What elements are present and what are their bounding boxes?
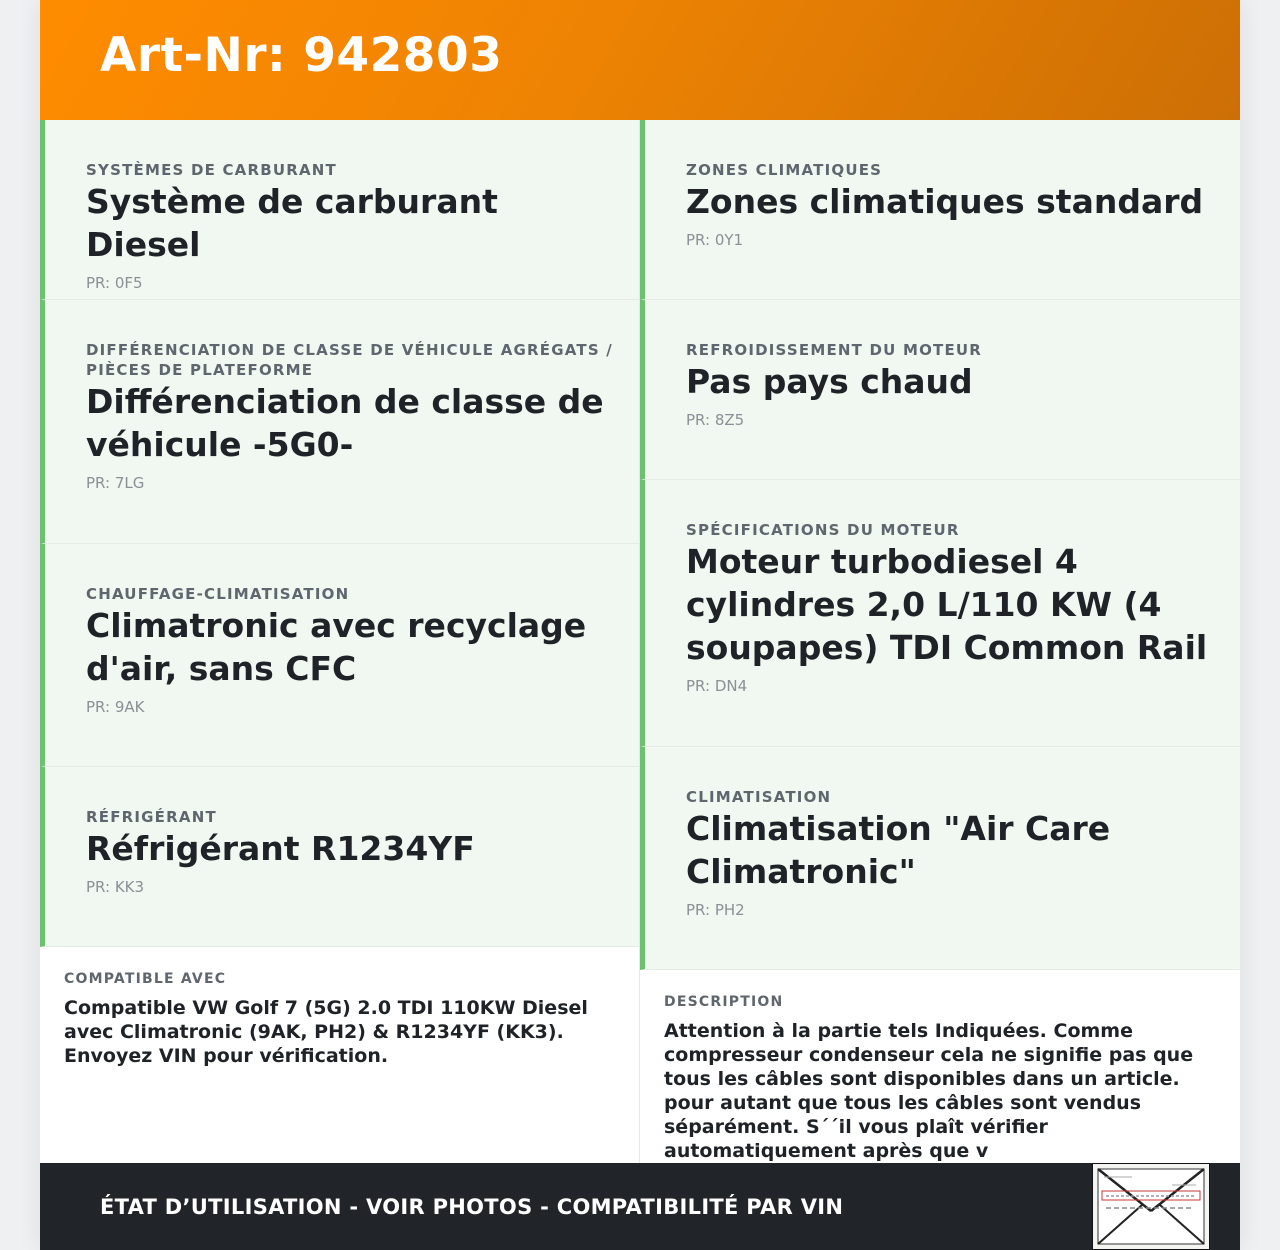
description-label: DESCRIPTION — [664, 994, 784, 1010]
article-number-title: Art-Nr: 942803 — [100, 27, 503, 83]
feature-card — [40, 120, 639, 300]
feature-category: SYSTÈMES DE CARBURANT — [86, 161, 337, 179]
feature-card — [40, 767, 639, 947]
feature-pr-code: PR: 7LG — [86, 474, 145, 492]
left-column — [40, 120, 640, 1163]
columns — [40, 120, 1240, 1163]
description-section — [640, 970, 1240, 1163]
feature-pr-code: PR: KK3 — [86, 878, 145, 896]
feature-title: Différenciation de classe de véhicule -5G0- — [86, 382, 604, 464]
footer-text: ÉTAT D’UTILISATION - VOIR PHOTOS - COMPATIBILITÉ PAR VIN — [100, 1194, 844, 1219]
feature-category: SPÉCIFICATIONS DU MOTEUR — [686, 521, 960, 539]
feature-category: REFROIDISSEMENT DU MOTEUR — [686, 341, 983, 359]
feature-title: Zones climatiques standard — [686, 182, 1204, 221]
feature-category: CHAUFFAGE-CLIMATISATION — [86, 585, 350, 603]
feature-category: CLIMATISATION — [686, 788, 832, 806]
compatible-section — [40, 947, 639, 1163]
feature-category: RÉFRIGÉRANT — [86, 808, 217, 826]
feature-title: Moteur turbodiesel 4 cylindres 2,0 L/110 KW (4 soupapes) TDI Common Rail — [686, 542, 1208, 667]
feature-card — [640, 480, 1240, 747]
feature-card — [40, 300, 639, 544]
header-banner — [40, 0, 1240, 120]
feature-category: ZONES CLIMATIQUES — [686, 161, 883, 179]
feature-category: DIFFÉRENCIATION DE CLASSE DE VÉHICULE AGRÉGATS / PIÈCES DE PLATEFORME — [86, 341, 613, 379]
feature-card — [640, 747, 1240, 970]
feature-pr-code: PR: 9AK — [86, 698, 145, 716]
feature-title: Réfrigérant R1234YF — [86, 829, 475, 868]
feature-title: Pas pays chaud — [686, 362, 973, 401]
registration-document-thumbnail — [1092, 1163, 1210, 1250]
footer-bar — [40, 1163, 1240, 1250]
compatible-text: Compatible VW Golf 7 (5G) 2.0 TDI 110KW Diesel avec Climatronic (9AK, PH2) & R1234YF (KK3). Envoyez VIN pour vérification. — [64, 997, 588, 1067]
feature-card — [40, 544, 639, 767]
feature-pr-code: PR: 8Z5 — [686, 411, 745, 429]
feature-pr-code: PR: 0F5 — [86, 274, 143, 292]
compatible-label: COMPATIBLE AVEC — [64, 971, 227, 987]
description-text: Attention à la partie tels Indiquées. Comme compresseur condenseur cela ne signifie pas que tous les câbles sont disponibles dans un article. pour autant que tous les câbles sont vendus séparément. S´´il vous plaît vérifier automatiquement après que v — [664, 1020, 1194, 1162]
feature-card — [640, 120, 1240, 300]
feature-title: Climatisation "Air Care Climatronic" — [686, 809, 1111, 891]
feature-title: Climatronic avec recyclage d'air, sans CFC — [86, 606, 587, 688]
product-sheet — [40, 0, 1240, 1250]
feature-pr-code: PR: PH2 — [686, 901, 745, 919]
feature-title: Système de carburant Diesel — [86, 182, 498, 264]
feature-pr-code: PR: DN4 — [686, 677, 748, 695]
feature-card — [640, 300, 1240, 480]
feature-pr-code: PR: 0Y1 — [686, 231, 744, 249]
right-column — [640, 120, 1240, 1163]
